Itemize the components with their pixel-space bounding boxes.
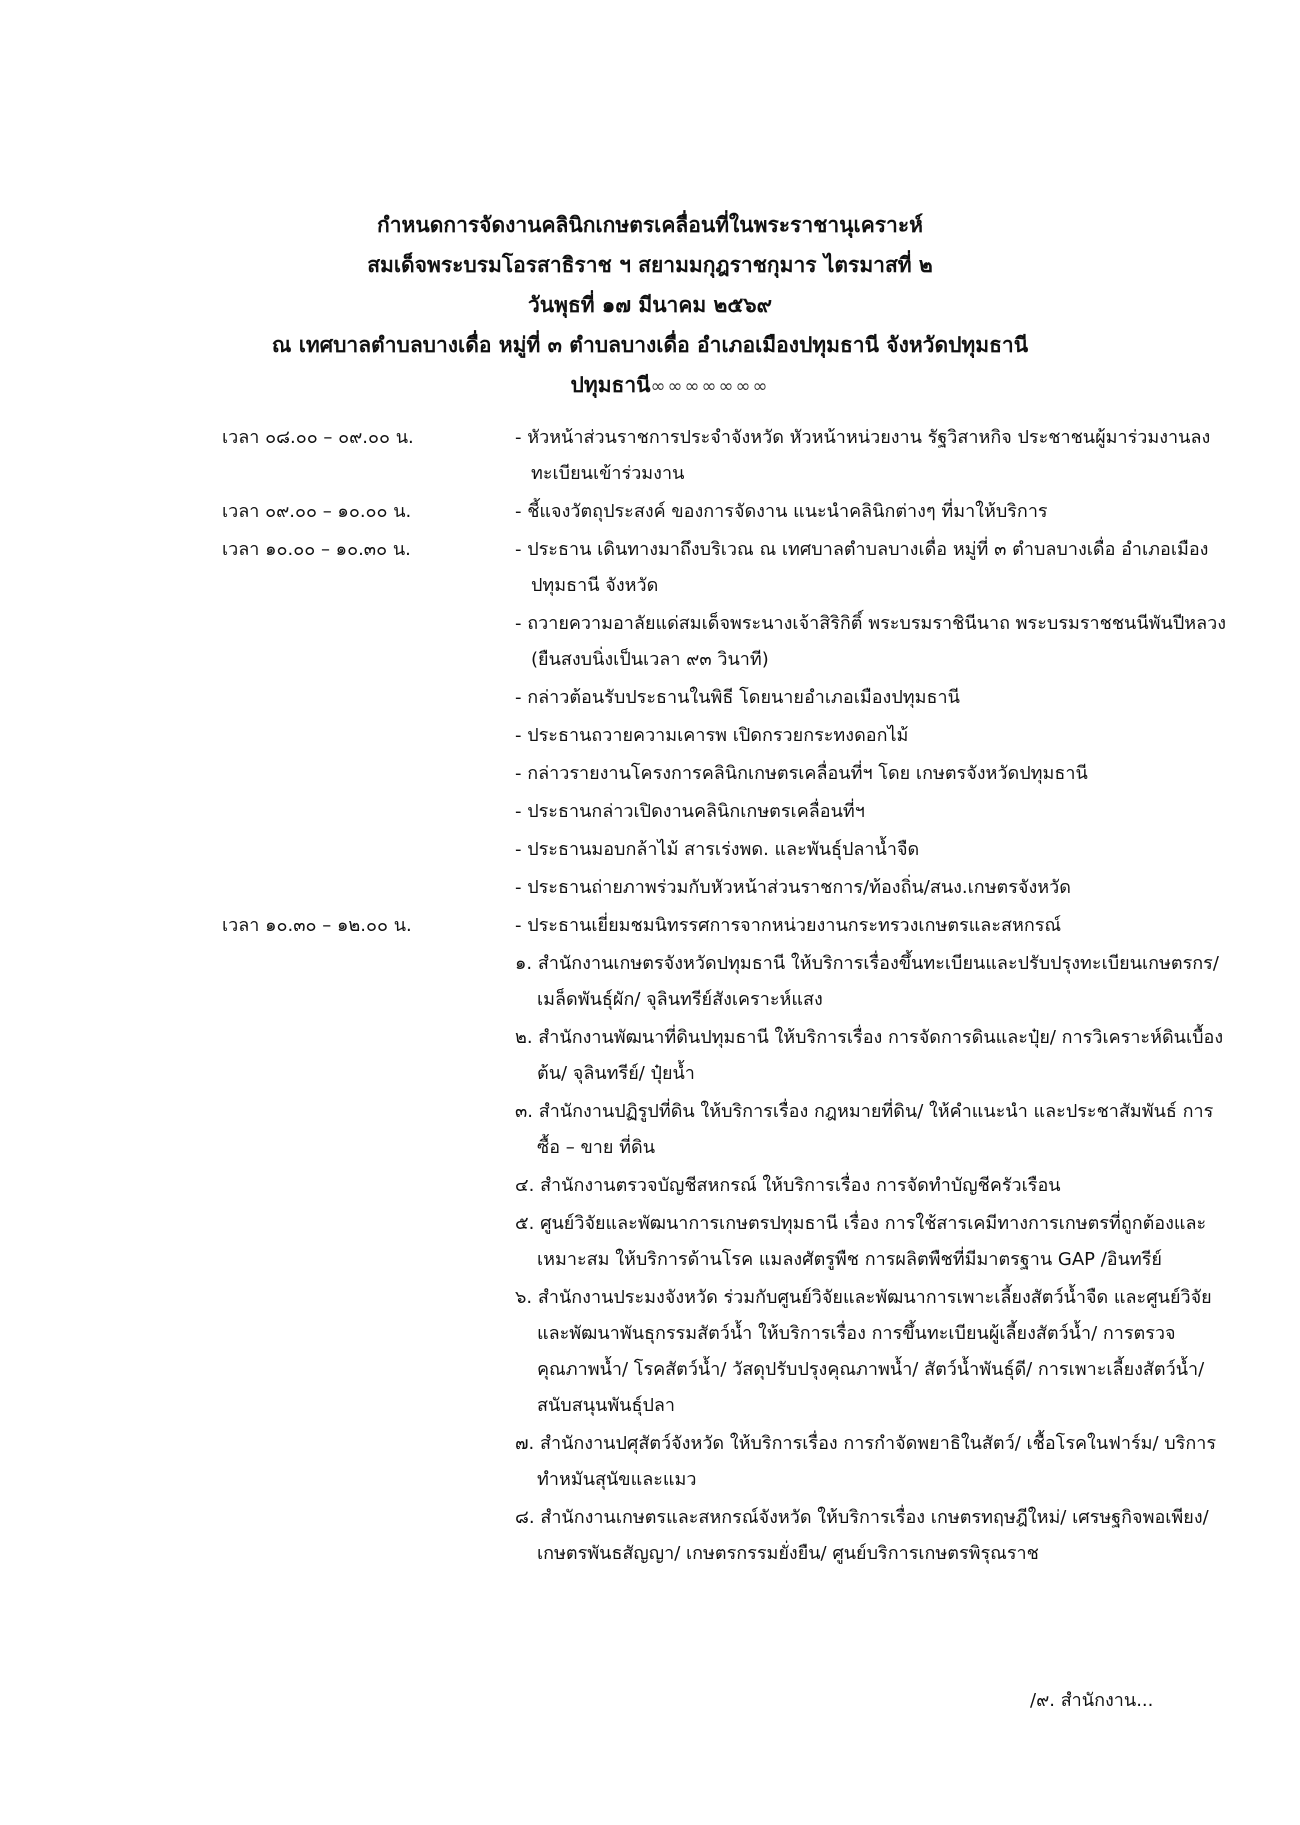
- schedule-item: - ประธานเยี่ยมชมนิทรรศการจากหน่วยงานกระทรวงเกษตรและสหกรณ์: [515, 915, 1062, 936]
- schedule-time: เวลา ๐๙.๐๐ – ๑๐.๐๐ น.: [222, 501, 412, 522]
- numbered-item: ๑. สำนักงานเกษตรจังหวัดปทุมธานี ให้บริการเรื่องขึ้นทะเบียนและปรับปรุงทะเบียนเกษตรกร/ เมล็ดพันธุ์ผัก/ จุลินทรีย์สังเคราะห์แสง: [515, 953, 1219, 1010]
- schedule-items: [515, 494, 1235, 530]
- schedule-items: [515, 532, 1235, 906]
- header-location: ณ เทศบาลตำบลบางเดื่อ หมู่ที่ ๓ ตำบลบางเดื่อ อำเภอเมืองปทุมธานี จังหวัดปทุมธานี: [271, 333, 1029, 357]
- numbered-item: ๘. สำนักงานเกษตรและสหกรณ์จังหวัด ให้บริการเรื่อง เกษตรทฤษฎีใหม่/ เศรษฐกิจพอเพียง/ เกษตรพันธสัญญา/ เกษตรกรรมยั่งยืน/ ศูนย์บริการเกษตรพิรุณราช: [515, 1507, 1209, 1564]
- header-province: ปทุมธานี: [570, 373, 651, 397]
- schedule-item: - ชี้แจงวัตถุประสงค์ ของการจัดงาน แนะนำคลินิกต่างๆ ที่มาให้บริการ: [515, 501, 1048, 522]
- schedule-items: [515, 908, 1235, 1572]
- numbered-item: ๖. สำนักงานประมงจังหวัด ร่วมกับศูนย์วิจัยและพัฒนาการเพาะเลี้ยงสัตว์น้ำจืด และศูนย์วิจัยและพัฒนาพันธุกรรมสัตว์น้ำ ให้บริการเรื่อง การขึ้นทะเบียนผู้เลี้ยงสัตว์น้ำ/ การตรวจคุณภาพน้ำ/ โรคสัตว์น้ำ/ วัสดุปรับปรุงคุณภาพน้ำ/ สัตว์น้ำพันธุ์ดี/ การเพาะเลี้ยงสัตว์น้ำ/ สนับสนุนพันธุ์ปลา: [515, 1287, 1212, 1416]
- schedule-item: - ถวายความอาลัยแด่สมเด็จพระนางเจ้าสิริกิติ์ พระบรมราชินีนาถ พระบรมราชชนนีพันปีหลวง (ยืนสงบนิ่งเป็นเวลา ๙๓ วินาที): [515, 613, 1227, 670]
- numbered-item: ๕. ศูนย์วิจัยและพัฒนาการเกษตรปทุมธานี เรื่อง การใช้สารเคมีทางการเกษตรที่ถูกต้องและเหมาะสม ให้บริการด้านโรค แมลงศัตรูพืช การผลิตพืชที่มีมาตรฐาน GAP /อินทรีย์: [515, 1213, 1207, 1270]
- schedule-row: [0, 908, 1300, 1572]
- numbered-item: ๗. สำนักงานปศุสัตว์จังหวัด ให้บริการเรื่อง การกำจัดพยาธิในสัตว์/ เชื้อโรคในฟาร์ม/ บริการทำหมันสุนัขและแมว: [515, 1433, 1217, 1490]
- schedule-item: - หัวหน้าส่วนราชการประจำจังหวัด หัวหน้าหน่วยงาน รัฐวิสาหกิจ ประชาชนผู้มาร่วมงานลงทะเบียนเข้าร่วมงาน: [515, 427, 1211, 484]
- schedule-row: [0, 420, 1300, 492]
- document-header: [0, 205, 1300, 407]
- schedule-item: - กล่าวรายงานโครงการคลินิกเกษตรเคลื่อนที่ฯ โดย เกษตรจังหวัดปทุมธานี: [515, 763, 1088, 784]
- schedule-time: เวลา ๑๐.๓๐ – ๑๒.๐๐ น.: [222, 915, 412, 936]
- schedule-time: เวลา ๑๐.๐๐ – ๑๐.๓๐ น.: [222, 539, 411, 560]
- schedule-time: เวลา ๐๘.๐๐ – ๐๙.๐๐ น.: [222, 427, 414, 448]
- numbered-item: ๓. สำนักงานปฏิรูปที่ดิน ให้บริการเรื่อง กฎหมายที่ดิน/ ให้คำแนะนำ และประชาสัมพันธ์ การซื้อ – ขาย ที่ดิน: [515, 1101, 1214, 1158]
- schedule-item: - ประธานถวายความเคารพ เปิดกรวยกระทงดอกไม้: [515, 725, 909, 746]
- numbered-item: ๔. สำนักงานตรวจบัญชีสหกรณ์ ให้บริการเรื่อง การจัดทำบัญชีครัวเรือน: [515, 1175, 1061, 1196]
- schedule-item: - ประธานถ่ายภาพร่วมกับหัวหน้าส่วนราชการ/ท้องถิ่น/สนง.เกษตรจังหวัด: [515, 877, 1071, 898]
- header-title: กำหนดการจัดงานคลินิกเกษตรเคลื่อนที่ในพระราชานุเคราะห์: [377, 213, 923, 237]
- schedule-item: - ประธาน เดินทางมาถึงบริเวณ ณ เทศบาลตำบลบางเดื่อ หมู่ที่ ๓ ตำบลบางเดื่อ อำเภอเมืองปทุมธานี จังหวัด: [515, 539, 1209, 596]
- schedule: [0, 420, 1300, 1574]
- numbered-item: ๒. สำนักงานพัฒนาที่ดินปทุมธานี ให้บริการเรื่อง การจัดการดินและปุ๋ย/ การวิเคราะห์ดินเบื้องต้น/ จุลินทรีย์/ ปุ๋ยน้ำ: [515, 1027, 1224, 1084]
- schedule-item: - กล่าวต้อนรับประธานในพิธี โดยนายอำเภอเมืองปทุมธานี: [515, 687, 960, 708]
- header-date: วันพุธที่ ๑๗ มีนาคม ๒๕๖๙: [527, 293, 773, 317]
- header-province-line: [0, 365, 1300, 407]
- header-subtitle: สมเด็จพระบรมโอรสาธิราช ฯ สยามมกุฎราชกุมาร ไตรมาสที่ ๒: [367, 253, 933, 277]
- continuation-note: /๙. สำนักงาน...: [1030, 1690, 1154, 1711]
- schedule-item: - ประธานมอบกล้าไม้ สารเร่งพด. และพันธุ์ปลาน้ำจืด: [515, 839, 920, 860]
- schedule-row: [0, 532, 1300, 906]
- schedule-items: [515, 420, 1235, 492]
- schedule-row: [0, 494, 1300, 530]
- ornament-icon: ∞∞∞∞∞∞∞: [650, 376, 770, 397]
- schedule-item: - ประธานกล่าวเปิดงานคลินิกเกษตรเคลื่อนที่ฯ: [515, 801, 865, 822]
